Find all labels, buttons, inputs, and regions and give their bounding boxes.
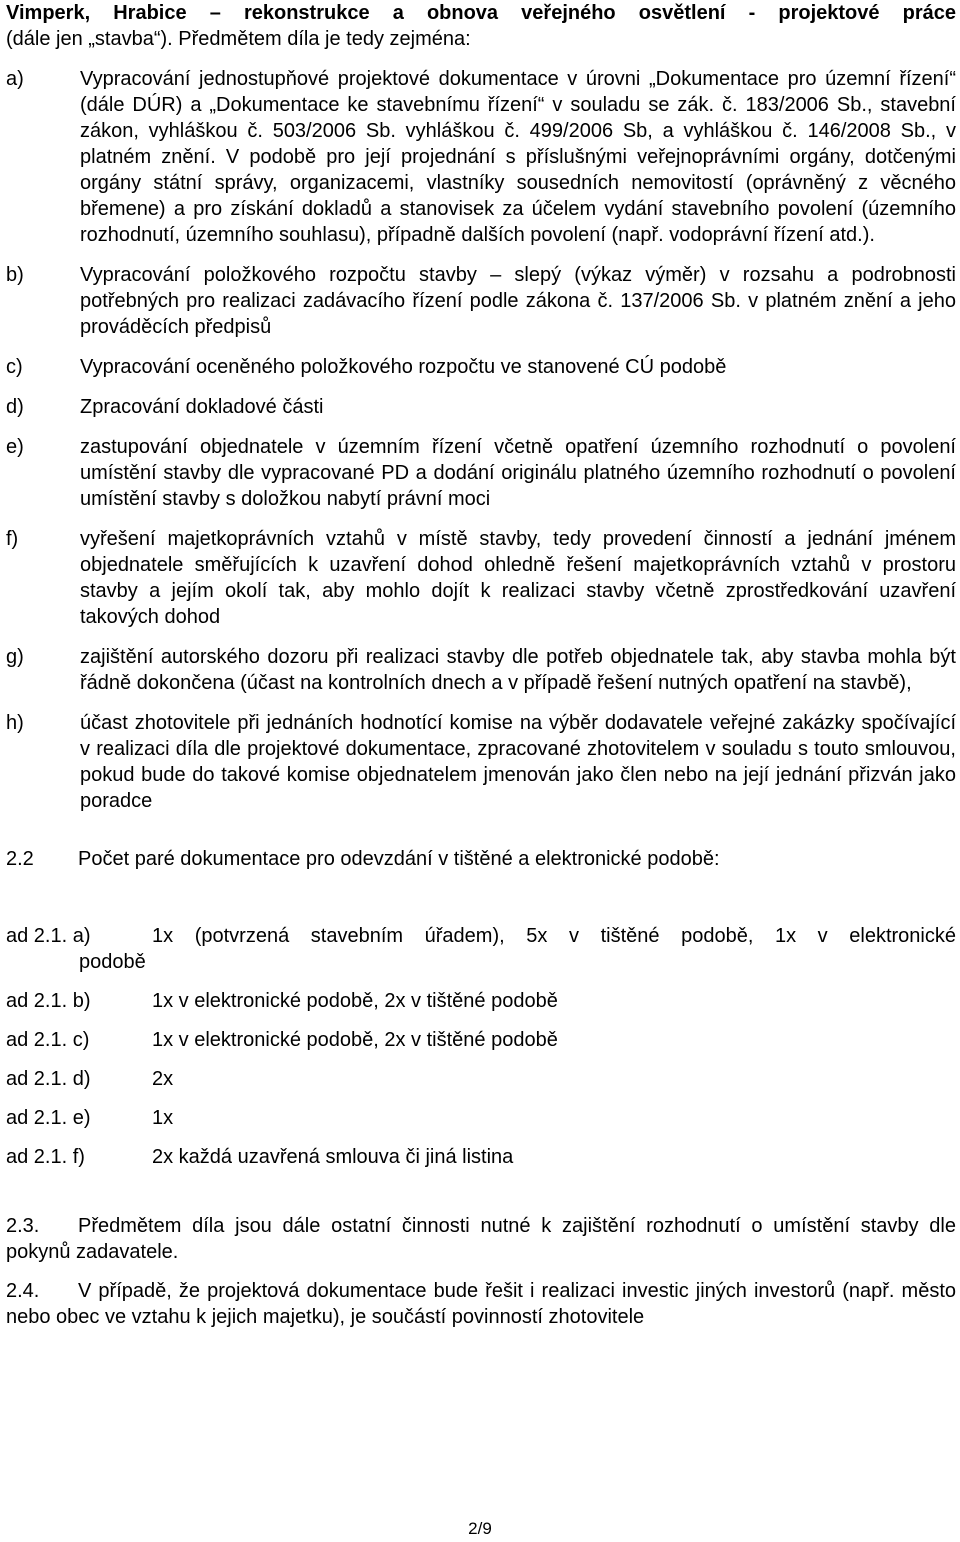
section-number: 2.3. xyxy=(6,1215,40,1237)
ad-row-value: 2x každá uzavřená smlouva či jiná listina xyxy=(152,1146,514,1168)
list-item-marker: h) xyxy=(6,712,24,734)
section-text: Předmětem díla jsou dále ostatní činnosti nutné k zajištění rozhodnutí o umístění stavby dle pokynů zadavatele. xyxy=(6,1215,956,1263)
ad-row-label: ad 2.1. f) xyxy=(6,1146,85,1168)
ad-row-value: 1x (potvrzená stavebním úřadem), 5x v tištěné podobě, 1x v elektronické xyxy=(152,925,956,947)
ad-row-value: 1x xyxy=(152,1107,174,1129)
list-item-marker: a) xyxy=(6,68,24,90)
list-item-marker: c) xyxy=(6,356,23,378)
list-item xyxy=(6,354,956,380)
section-title: Počet paré dokumentace pro odevzdání v tištěné a elektronické podobě: xyxy=(78,848,720,870)
ad-row xyxy=(6,988,956,1014)
list-item xyxy=(6,526,956,630)
ad-row xyxy=(6,923,956,949)
ad-list xyxy=(6,923,956,1170)
section-2-3 xyxy=(6,1213,956,1265)
list-item-text: Zpracování dokladové části xyxy=(80,396,324,418)
ad-row-value: 2x xyxy=(152,1068,174,1090)
section-number: 2.4. xyxy=(6,1280,40,1302)
ad-row-label: ad 2.1. e) xyxy=(6,1107,91,1129)
list-item xyxy=(6,710,956,814)
ad-row xyxy=(6,1105,956,1131)
list-item-marker: d) xyxy=(6,396,24,418)
items-list xyxy=(6,66,956,814)
section-number: 2.2 xyxy=(6,848,34,870)
list-item xyxy=(6,262,956,340)
list-item-text: Vypracování položkového rozpočtu stavby – slepý (výkaz výměr) v rozsahu a podrobnosti potřebných pro realizaci zadávacího řízení podle zákona č. 137/2006 Sb. v platném znění a jeho prováděcích předpisů xyxy=(80,264,956,338)
ad-row-continuation: podobě xyxy=(79,951,146,973)
list-item-marker: b) xyxy=(6,264,24,286)
list-item-text: Vypracování jednostupňové projektové dokumentace v úrovni „Dokumentace pro územní řízení“ (dále DÚR) a „Dokumentace ke stavebnímu řízení“ v souladu se zák. č. 183/2006 Sb., stavební zákon, vyhláškou č. 503/2006 Sb. vyhláškou č. 499/2006 Sb, a vyhláškou č. 146/2008 Sb., v platném znění. V podobě pro její projednání s příslušnými veřejnoprávními orgány, dotčenými orgány státní správy, organizacemi, vlastníky sousedních nemovitostí (oprávněný z věcného břemene) a pro získání dokladů a stanovisek za účelem vydání stavebního povolení (územního rozhodnutí, územního souhlasu), případně dalších povolení (např. vodoprávní řízení atd.). xyxy=(80,68,956,246)
section-2-4 xyxy=(6,1278,956,1330)
list-item-text: zastupování objednatele v územním řízení včetně opatření územního rozhodnutí o povolení umístění stavby dle vypracované PD a dodání originálu platného územního rozhodnutí o povolení umístění stavby s doložkou nabytí právní moci xyxy=(80,436,956,510)
list-item-text: Vypracování oceněného položkového rozpočtu ve stanovené CÚ podobě xyxy=(80,356,727,378)
list-item xyxy=(6,66,956,248)
ad-row xyxy=(6,1144,956,1170)
ad-row-label: ad 2.1. a) xyxy=(6,925,91,947)
section-2-2 xyxy=(6,846,956,872)
ad-row-value: 1x v elektronické podobě, 2x v tištěné podobě xyxy=(152,1029,558,1051)
section-text: V případě, že projektová dokumentace bude řešit i realizaci investic jiných investorů (např. město nebo obec ve vztahu k jejich majetku), je součástí povinností zhotovitele xyxy=(6,1280,956,1328)
intro-line-1: Vimperk, Hrabice – rekonstrukce a obnova veřejného osvětlení - projektové práce xyxy=(6,2,956,24)
list-item-marker: e) xyxy=(6,436,24,458)
ad-row-value: 1x v elektronické podobě, 2x v tištěné podobě xyxy=(152,990,558,1012)
list-item-text: účast zhotovitele při jednáních hodnotící komise na výběr dodavatele veřejné zakázky spočívající v realizaci díla dle projektové dokumentace, zpracované zhotovitelem v souladu s touto smlouvou, pokud bude do takové komise objednatelem jmenován jako člen nebo na její jednání přizván jako poradce xyxy=(80,712,956,812)
list-item xyxy=(6,434,956,512)
document-page xyxy=(6,0,956,1330)
list-item xyxy=(6,644,956,696)
list-item-marker: f) xyxy=(6,528,19,550)
intro-line-2: (dále jen „stavba“). Předmětem díla je tedy zejména: xyxy=(6,28,471,50)
ad-row-label: ad 2.1. b) xyxy=(6,990,91,1012)
list-item-text: vyřešení majetkoprávních vztahů v místě stavby, tedy provedení činností a jednání jménem objednatele směřujících k uzavření dohod ohledně řešení majetkoprávních vztahů v prostoru stavby a jejím okolí tak, aby mohlo dojít k realizaci stavby včetně zprostředkování uzavření takových dohod xyxy=(80,528,956,628)
page-number: 2/9 xyxy=(468,1519,492,1538)
ad-row-label: ad 2.1. c) xyxy=(6,1029,90,1051)
list-item-marker: g) xyxy=(6,646,24,668)
list-item-text: zajištění autorského dozoru při realizaci stavby dle potřeb objednatele tak, aby stavba mohla být řádně dokončena (účast na kontrolních dnech a v případě řešení nutných opatření na stavbě), xyxy=(80,646,956,694)
ad-row xyxy=(6,1027,956,1053)
ad-row-label: ad 2.1. d) xyxy=(6,1068,91,1090)
list-item xyxy=(6,394,956,420)
ad-row xyxy=(6,1066,956,1092)
